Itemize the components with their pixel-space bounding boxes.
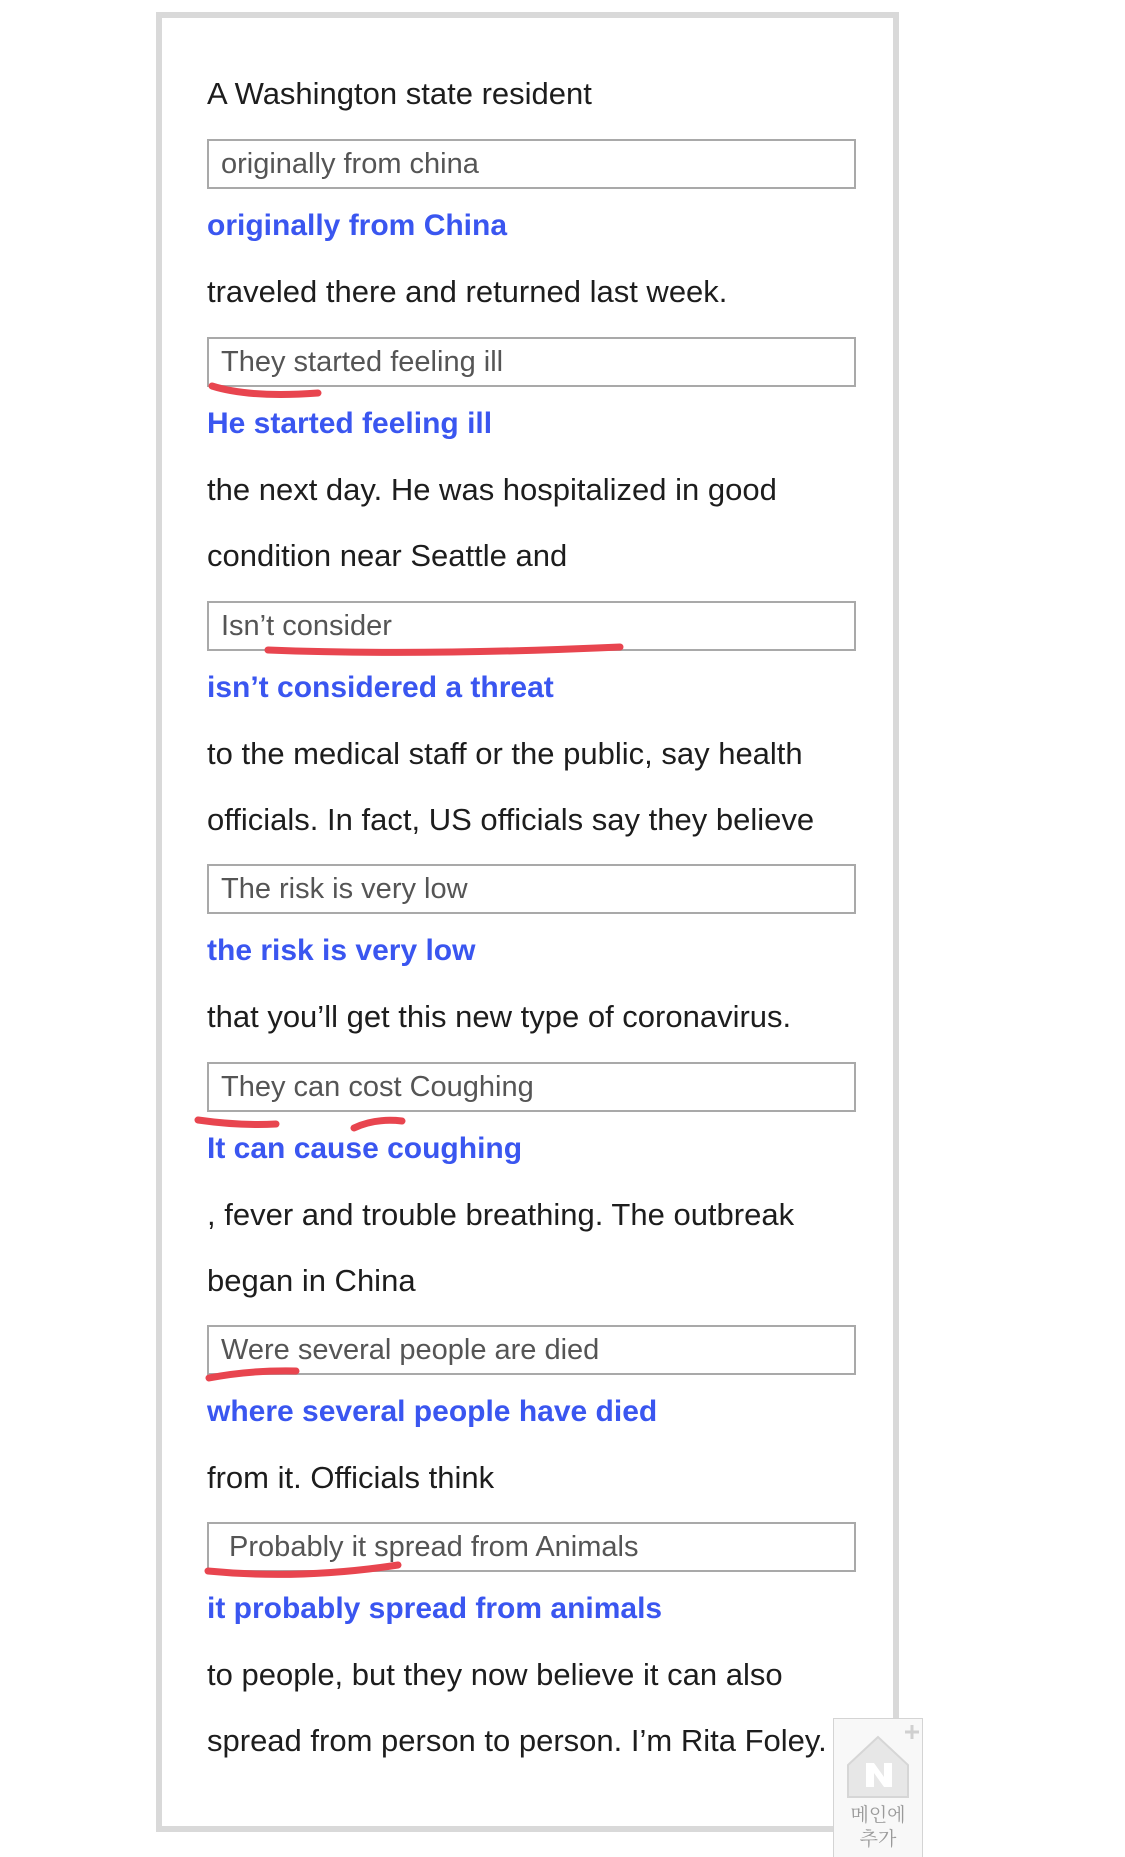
answer-input[interactable] [207,337,856,387]
passage-text: spread from person to person. I’m Rita Foley. [207,1723,827,1758]
answer-input[interactable] [207,1522,856,1572]
answer-input[interactable] [207,1062,856,1112]
passage-text: traveled there and returned last week. [207,274,728,309]
correct-answer: it probably spread from animals [207,1592,663,1625]
add-to-main-button[interactable] [833,1718,923,1857]
passage-text: the next day. He was hospitalized in good [207,472,777,507]
answer-input[interactable] [207,864,856,914]
answer-input[interactable] [207,139,856,189]
correct-answer: where several people have died [207,1395,658,1428]
correct-answer: the risk is very low [207,934,476,967]
passage-text: began in China [207,1263,416,1298]
answer-input[interactable] [207,1325,856,1375]
passage-text: , fever and trouble breathing. The outbreak [207,1197,795,1232]
passage-text: from it. Officials think [207,1460,495,1495]
correct-answer: He started feeling ill [207,407,493,440]
passage-text: condition near Seattle and [207,538,568,573]
add-to-main-label: 메인에 추가 [850,1804,906,1850]
correct-answer: It can cause coughing [207,1132,523,1165]
naver-home-icon [834,1719,924,1803]
answer-input[interactable] [207,601,856,651]
correct-answer: isn’t considered a threat [207,671,554,704]
passage-text: to people, but they now believe it can also [207,1657,783,1692]
passage-text: A Washington state resident [207,76,592,111]
correct-answer: originally from China [207,209,508,242]
passage-text: officials. In fact, US officials say they believe [207,802,815,837]
passage-text: that you’ll get this new type of coronavirus. [207,999,792,1034]
passage-text: to the medical staff or the public, say health [207,736,803,771]
